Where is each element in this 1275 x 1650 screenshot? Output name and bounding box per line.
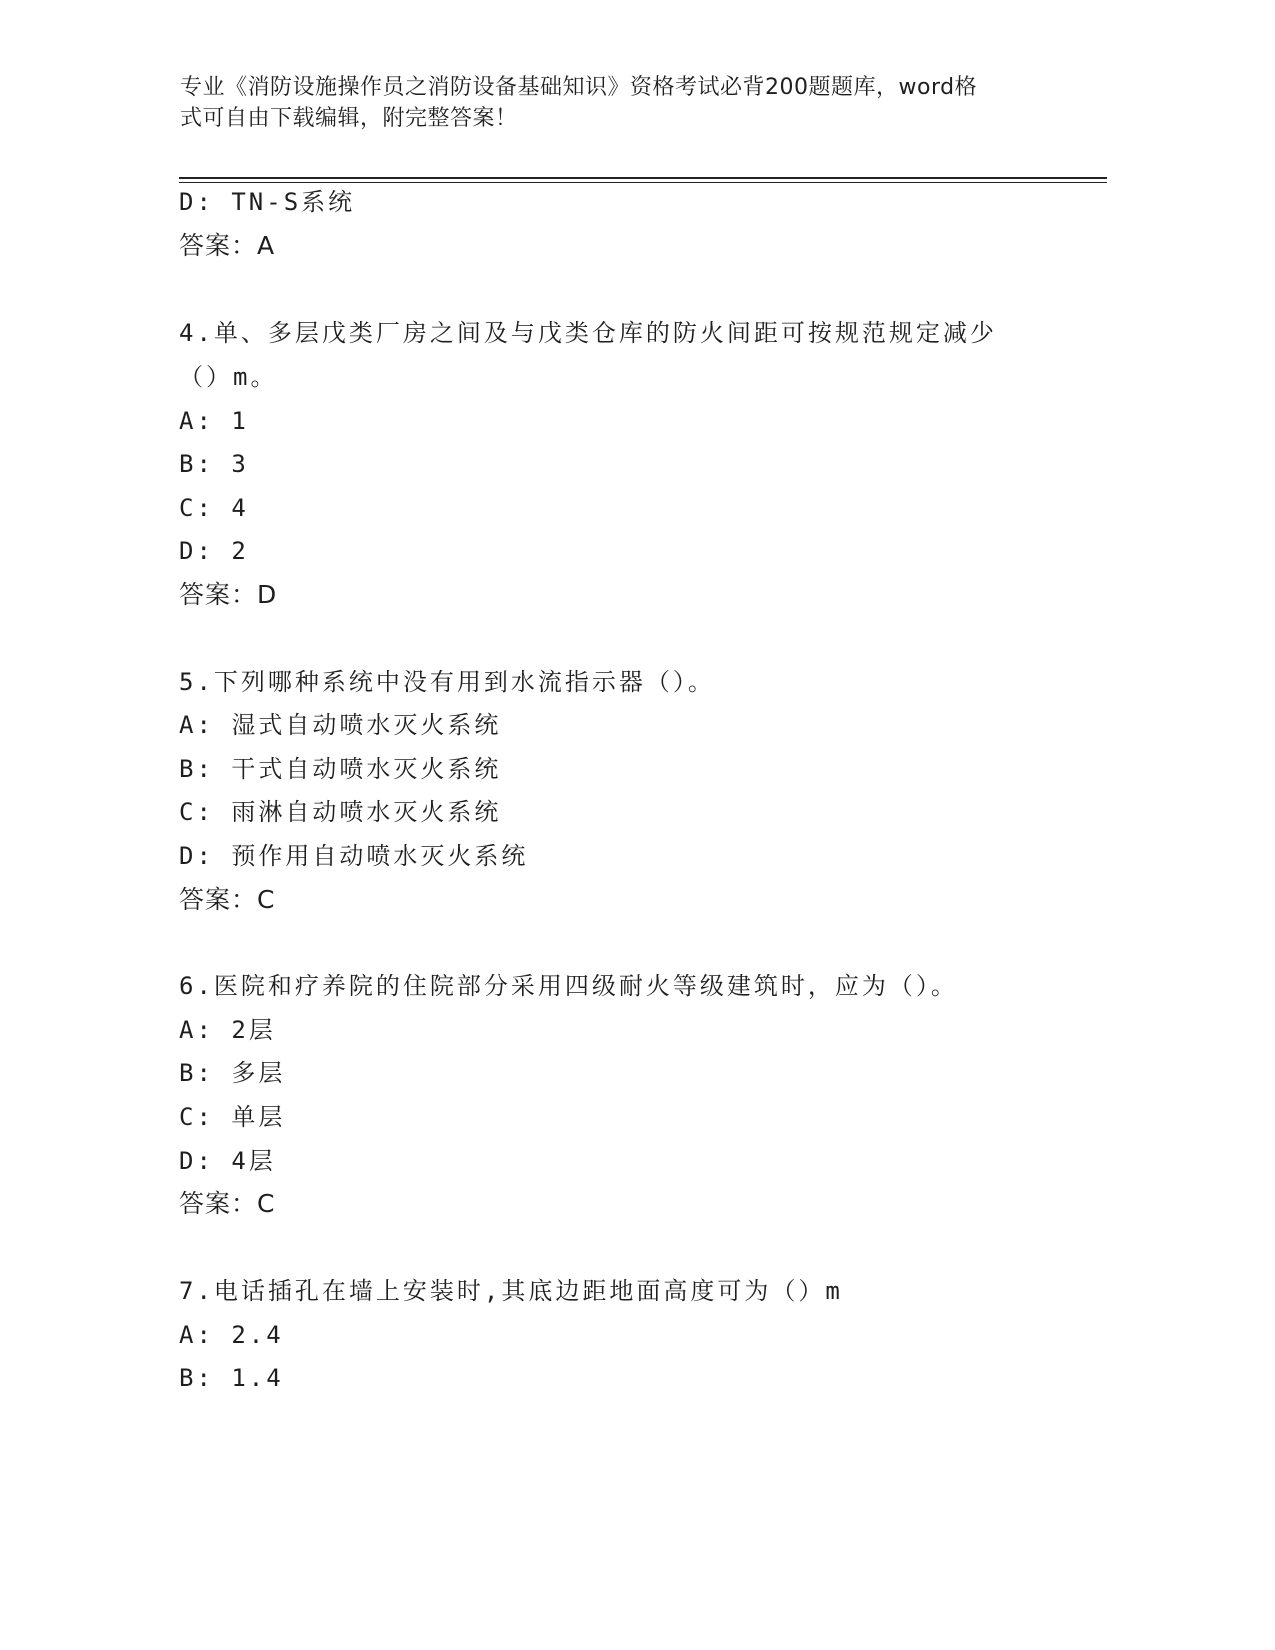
q5-stem: 5.下列哪种系统中没有用到水流指示器（）。 (179, 668, 715, 696)
document-header (180, 72, 1040, 134)
q4-option-c: C: 4 (179, 494, 249, 522)
q7-option-b: B: 1.4 (179, 1364, 284, 1392)
q4-option-a: A: 1 (179, 407, 249, 435)
header-line-2: 式可自由下载编辑，附完整答案！ (180, 106, 518, 131)
q6-option-b: B: 多层 (179, 1059, 286, 1087)
q6-option-d: D: 4层 (179, 1147, 276, 1175)
q5-option-c: C: 雨淋自动喷水灭火系统 (179, 798, 502, 826)
q4-stem-line-2: （）m。 (179, 363, 278, 391)
q6-stem: 6.医院和疗养院的住院部分采用四级耐火等级建筑时，应为（）。 (179, 972, 958, 1000)
q5-option-d: D: 预作用自动喷水灭火系统 (179, 842, 529, 870)
q3-option-d: D: TN-S系统 (179, 188, 356, 216)
q5-answer: 答案：C (179, 885, 276, 914)
header-rule-thin (179, 182, 1107, 183)
q5-option-b: B: 干式自动喷水灭火系统 (179, 755, 502, 783)
q6-option-c: C: 单层 (179, 1103, 286, 1131)
q6-answer: 答案：C (179, 1189, 276, 1218)
q4-option-d: D: 2 (179, 537, 249, 565)
header-rule-thick (179, 177, 1107, 179)
q5-option-a: A: 湿式自动喷水灭火系统 (179, 711, 502, 739)
header-line-1: 专业《消防设施操作员之消防设备基础知识》资格考试必背200题题库，word格 (180, 75, 978, 100)
q7-option-a: A: 2.4 (179, 1321, 284, 1349)
q4-stem-line-1: 4.单、多层戊类厂房之间及与戊类仓库的防火间距可按规范规定减少 (179, 319, 997, 347)
q6-option-a: A: 2层 (179, 1016, 276, 1044)
q7-stem: 7.电话插孔在墙上安装时,其底边距地面高度可为（）m (179, 1277, 843, 1305)
q3-answer: 答案：A (179, 231, 276, 260)
q4-option-b: B: 3 (179, 450, 249, 478)
q4-answer: 答案：D (179, 580, 278, 609)
